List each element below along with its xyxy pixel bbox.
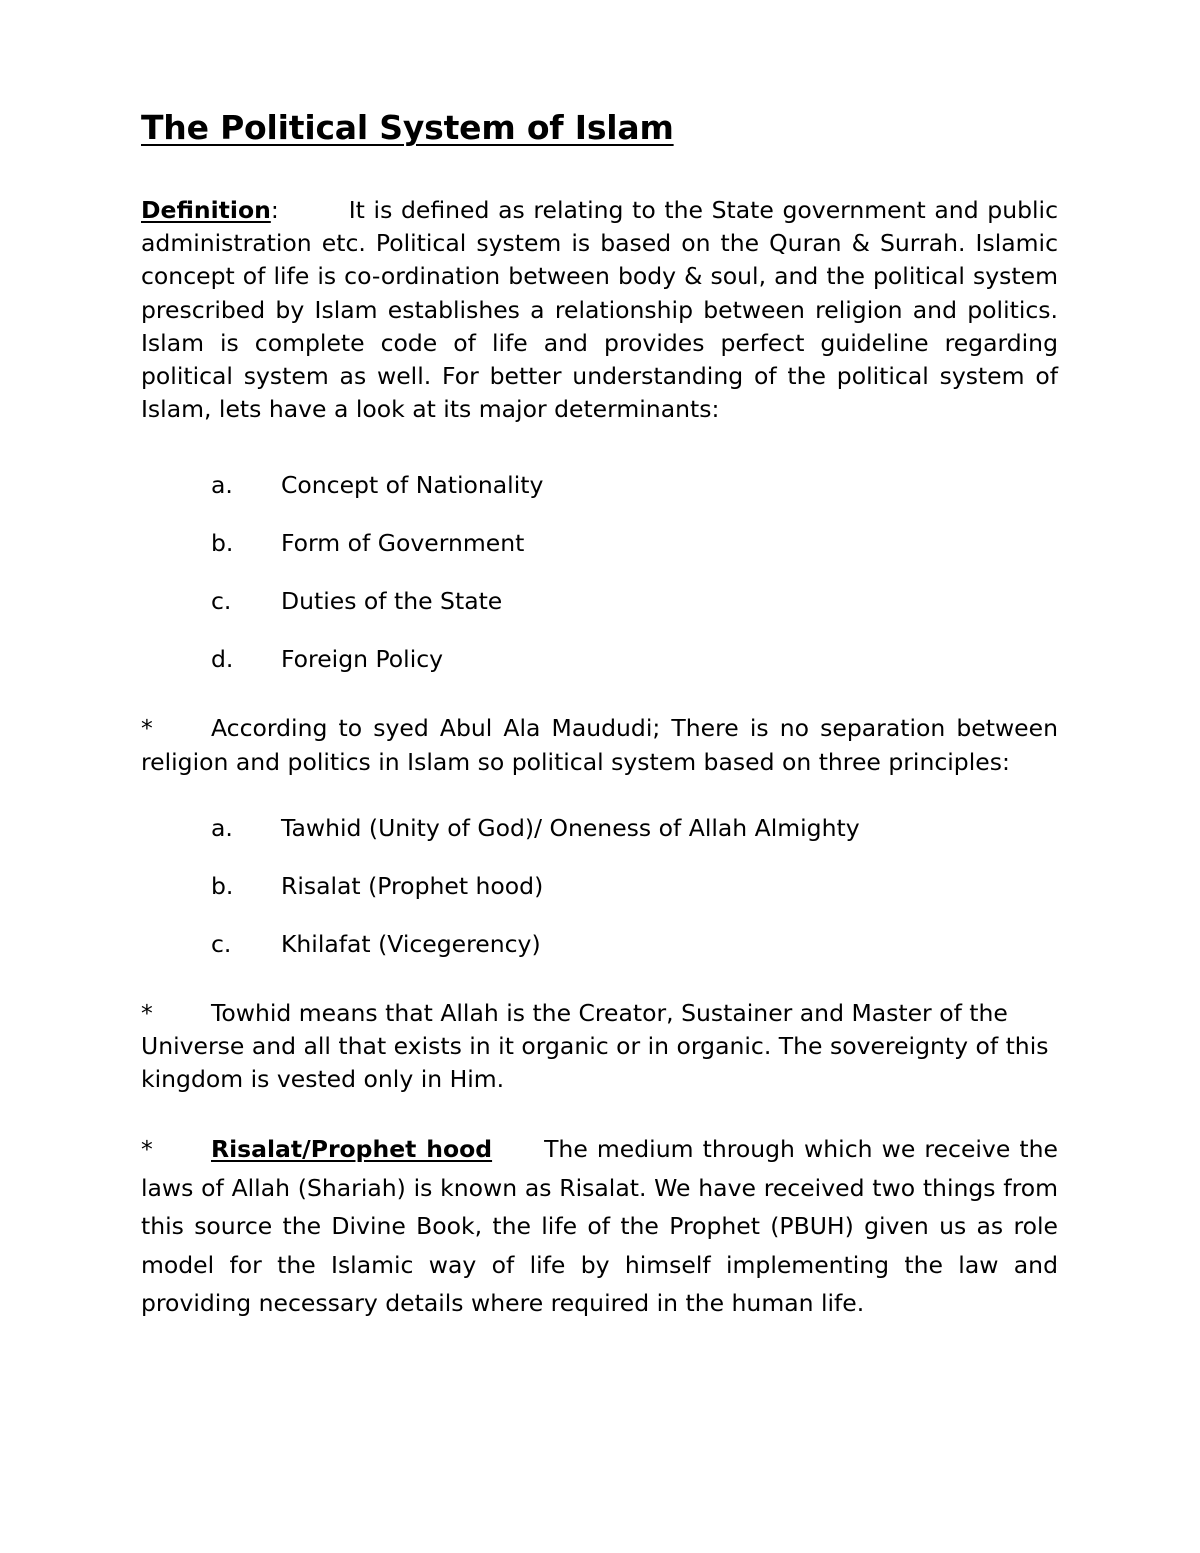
list-item	[141, 928, 1058, 986]
list-item-text: Khilafat (Vicegerency)	[281, 929, 541, 958]
list-item-text: Risalat (Prophet hood)	[281, 871, 544, 900]
bullet-asterisk: *	[141, 714, 153, 743]
list-item-text: Duties of the State	[281, 587, 503, 616]
risalat-label: Risalat/Prophet hood	[211, 1135, 493, 1164]
list-item-text: Foreign Policy	[281, 645, 444, 674]
risalat-note-paragraph	[141, 1130, 1058, 1323]
list-item-letter: a.	[211, 471, 233, 500]
list-item	[141, 527, 1058, 585]
list-item	[141, 469, 1058, 527]
maududi-note-paragraph	[141, 712, 1058, 778]
towhid-note-paragraph	[141, 997, 1058, 1097]
list-item-letter: d.	[211, 645, 234, 674]
definition-text: It is defined as relating to the State government and public administration etc. Political system is based on the Quran & Surrah. Islamic concept of life is co-ordination between body & soul, and the political system prescribed by Islam establishes a relationship between religion and politics. Islam is complete code of life and provides perfect guideline regarding political system as well. For better understanding of the political system of Islam, lets have a look at its major determinants:	[141, 196, 1058, 424]
list-item	[141, 643, 1058, 701]
list-item	[141, 812, 1058, 870]
maududi-note-text: According to syed Abul Ala Maududi; There is no separation between religion and politics in Islam so political system based on three principles:	[141, 714, 1058, 776]
definition-colon: :	[270, 196, 279, 224]
list-item-letter: c.	[211, 929, 232, 958]
list-item	[141, 870, 1058, 928]
page-title: The Political System of Islam	[141, 108, 674, 147]
list-item-text: Tawhid (Unity of God)/ Oneness of Allah Almighty	[281, 813, 860, 842]
towhid-note-text: Towhid means that Allah is the Creator, Sustainer and Master of the Universe and all that exists in it organic or in organic. The sovereignty of this kingdom is vested only in Him.	[141, 998, 1049, 1094]
list-item-letter: b.	[211, 871, 234, 900]
determinants-list	[141, 469, 1058, 701]
list-item-letter: a.	[211, 813, 233, 842]
risalat-note-text: The medium through which we receive the laws of Allah (Shariah) is known as Risalat. We have received two things from this source the Divine Book, the life of the Prophet (PBUH) given us as role model for the Islamic way of life by himself implementing the law and providing necessary details where required in the human life.	[141, 1135, 1058, 1318]
document-page	[141, 108, 1058, 1323]
list-item-text: Form of Government	[281, 529, 525, 558]
definition-label: Definition	[141, 196, 271, 224]
bullet-asterisk: *	[141, 1135, 153, 1164]
principles-list	[141, 812, 1058, 986]
list-item-text: Concept of Nationality	[281, 471, 544, 500]
definition-paragraph	[141, 194, 1058, 426]
bullet-asterisk: *	[141, 998, 153, 1027]
list-item-letter: b.	[211, 529, 234, 558]
list-item	[141, 585, 1058, 643]
list-item-letter: c.	[211, 587, 232, 616]
